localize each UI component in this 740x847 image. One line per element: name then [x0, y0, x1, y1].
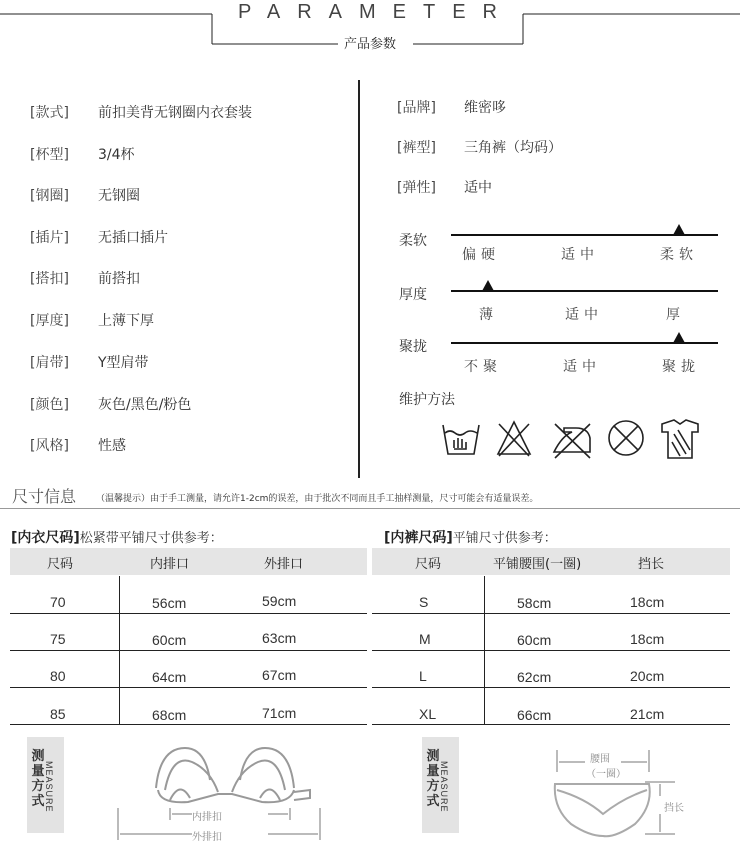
param-key: [钢圈]: [30, 188, 69, 204]
param-value: 前扣美背无钢圈内衣套装: [98, 105, 252, 121]
measure-title-en: MEASURE: [44, 761, 54, 813]
panty-table-header: [372, 548, 730, 575]
scale-option: 厚: [666, 307, 685, 323]
panty-header-waist: 平铺腰围(一圈): [493, 557, 582, 572]
bra-header-size: 尺码: [47, 557, 74, 572]
scale-marker: [673, 224, 685, 235]
panty-cell-size: S: [419, 594, 429, 610]
bra-cell-inner: 68cm: [152, 707, 187, 723]
param-key: [颜色]: [30, 397, 69, 413]
panty-header-size: 尺码: [415, 557, 442, 572]
care-icons: [440, 418, 710, 460]
section-rule: [0, 508, 740, 509]
param-key: [裤型]: [397, 140, 436, 156]
column-divider: [358, 80, 360, 478]
measure-title-cn: 测量方式: [31, 749, 45, 809]
panty-caption-rest: 平铺尺寸供参考：: [452, 531, 557, 546]
hand-wash-icon: [443, 425, 479, 454]
panty-cell-waist: 60cm: [517, 632, 552, 648]
panty-table-caption: [384, 527, 557, 547]
bra-row-line: [10, 724, 367, 725]
scale-label: 柔软: [399, 233, 427, 249]
bra-row-line: [10, 613, 367, 614]
scale-label: 聚拢: [399, 339, 427, 355]
panty-crotch-label: 挡长: [664, 803, 684, 814]
param-row: [30, 227, 168, 247]
param-row: [30, 352, 149, 372]
scale-marker: [673, 332, 685, 343]
param-key: [弹性]: [397, 180, 436, 196]
param-value: Y型肩带: [98, 355, 149, 371]
bra-cell-size: 80: [50, 668, 66, 684]
scale-option: 聚拢: [662, 359, 700, 375]
panty-row-line: [372, 687, 730, 688]
panty-cell-waist: 58cm: [517, 595, 552, 611]
bra-row-line: [10, 650, 367, 651]
panty-header-crotch: 挡长: [638, 557, 665, 572]
header-title: PARAMETER: [238, 1, 514, 23]
param-key: [杯型]: [30, 147, 69, 163]
bra-caption-bold: [内衣尺码]: [11, 530, 80, 546]
panty-row-line: [372, 650, 730, 651]
param-row: [30, 102, 252, 122]
scale-marker: [482, 280, 494, 291]
param-value: 无插口插片: [98, 230, 168, 246]
measure-tag: [422, 737, 459, 833]
param-row: [30, 268, 140, 288]
bra-table-caption: [11, 527, 223, 547]
panty-waist-label: 腰围: [590, 754, 610, 765]
panty-cell-crotch: 21cm: [630, 706, 665, 722]
param-value: 前搭扣: [98, 271, 140, 287]
param-row: [30, 435, 126, 455]
bra-header-inner: 内排口: [150, 557, 190, 572]
panty-caption-bold: [内裤尺码]: [384, 530, 453, 546]
no-bleach-icon: [498, 422, 530, 456]
param-value: 上薄下厚: [98, 313, 154, 329]
bra-inner-label: 内排扣: [192, 812, 222, 823]
line-dry-icon: [662, 420, 698, 458]
panty-row-line: [372, 724, 730, 725]
panty-cell-size: XL: [419, 706, 437, 722]
care-title: 维护方法: [399, 392, 455, 408]
bra-cell-size: 70: [50, 594, 66, 610]
param-row: [397, 97, 506, 117]
param-row: [30, 144, 135, 164]
param-value: 无钢圈: [98, 188, 140, 204]
scale-option: 柔软: [660, 247, 698, 263]
bra-cell-outer: 67cm: [262, 667, 297, 683]
scale-option: 适中: [565, 307, 603, 323]
bra-header-outer: 外排口: [264, 557, 304, 572]
param-value: 适中: [464, 180, 492, 196]
param-value: 维密哆: [464, 100, 506, 116]
bra-caption-rest: 松紧带平铺尺寸供参考：: [79, 531, 223, 546]
param-row: [397, 137, 562, 157]
no-tumble-dry-icon: [609, 421, 643, 455]
scale-option: 薄: [479, 307, 498, 323]
measure-tag: [27, 737, 64, 833]
scale-option: 偏硬: [462, 247, 500, 263]
panty-measure-diagram: [545, 748, 715, 840]
scale-option: 不聚: [464, 359, 502, 375]
panty-cell-waist: 66cm: [517, 707, 552, 723]
panty-waist-sub-label: （一圈）: [586, 769, 626, 780]
param-key: [搭扣]: [30, 271, 69, 287]
bra-cell-inner: 56cm: [152, 595, 187, 611]
panty-cell-crotch: 18cm: [630, 594, 665, 610]
param-row: [30, 185, 140, 205]
bra-cell-outer: 71cm: [262, 705, 297, 721]
bra-cell-size: 85: [50, 706, 66, 722]
param-key: [插片]: [30, 230, 69, 246]
param-key: [肩带]: [30, 355, 69, 371]
no-iron-icon: [554, 424, 590, 458]
panty-cell-size: M: [419, 631, 431, 647]
scale-label: 厚度: [399, 287, 427, 303]
bra-table-header: [10, 548, 367, 575]
param-row: [30, 310, 154, 330]
param-row: [397, 177, 492, 197]
bra-cell-size: 75: [50, 631, 66, 647]
param-value: 三角裤（均码）: [464, 140, 562, 156]
scale-option: 适中: [563, 359, 601, 375]
param-row: [30, 394, 192, 414]
bra-cell-inner: 60cm: [152, 632, 187, 648]
bra-cell-outer: 59cm: [262, 593, 297, 609]
panty-cell-crotch: 20cm: [630, 668, 665, 684]
bra-row-line: [10, 687, 367, 688]
bra-measure-diagram: [110, 740, 350, 844]
size-info-note: （温馨提示）由于手工测量，请允许1-2cm的误差，由于批次不同而且手工抽样测量，尺寸可能会有适量误差。: [96, 494, 539, 504]
panty-row-line: [372, 613, 730, 614]
bra-cell-outer: 63cm: [262, 630, 297, 646]
param-value: 3/4杯: [98, 147, 135, 163]
param-value: 灰色/黑色/粉色: [98, 397, 192, 413]
panty-cell-crotch: 18cm: [630, 631, 665, 647]
param-key: [风格]: [30, 438, 69, 454]
measure-title-en: MEASURE: [439, 761, 449, 813]
header-subtitle: 产品参数: [343, 37, 396, 52]
param-key: [款式]: [30, 105, 69, 121]
param-key: [品牌]: [397, 100, 436, 116]
bra-cell-inner: 64cm: [152, 669, 187, 685]
panty-cell-size: L: [419, 668, 427, 684]
param-key: [厚度]: [30, 313, 69, 329]
size-info-title: 尺寸信息: [12, 487, 77, 506]
param-value: 性感: [98, 438, 126, 454]
scale-option: 适中: [561, 247, 599, 263]
measure-title-cn: 测量方式: [426, 749, 440, 809]
panty-cell-waist: 62cm: [517, 669, 552, 685]
bra-outer-label: 外排扣: [192, 832, 222, 843]
